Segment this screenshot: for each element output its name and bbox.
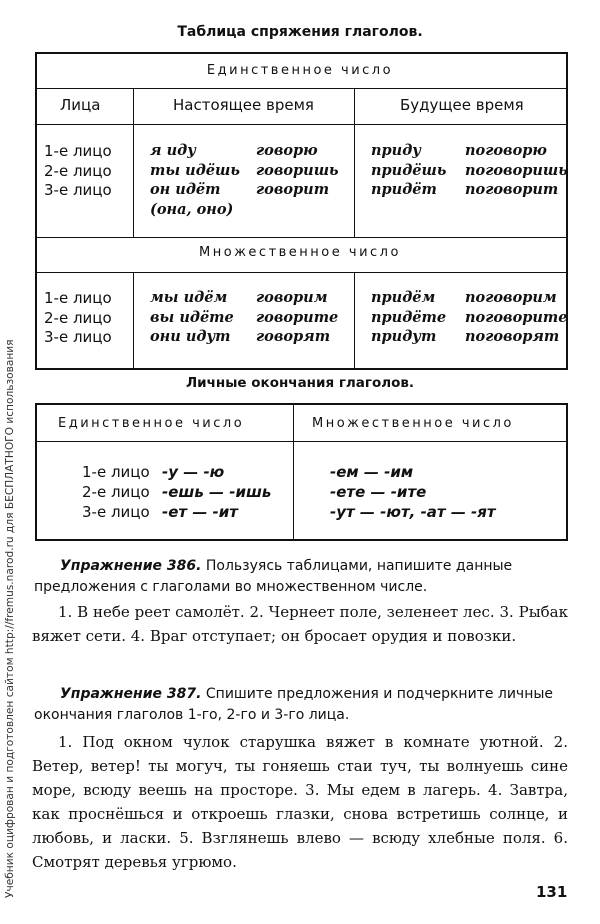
table2-title: Личные окончания глаголов.: [185, 375, 415, 391]
t1-singular-header: Единственное число: [206, 63, 394, 78]
cell: придёшь: [371, 162, 447, 179]
t2-singular-header: Единственное число: [58, 416, 245, 431]
cell: говорю: [256, 142, 318, 159]
t1-col-present: Настоящее время: [173, 96, 314, 114]
cell: они идут: [150, 328, 231, 345]
ending-sing-3: -ет — -ит: [162, 503, 238, 521]
cell: говорите: [256, 309, 339, 326]
cell: придёте: [371, 309, 447, 326]
table1-title: Таблица спряжения глаголов.: [177, 24, 423, 40]
cell: вы идёте: [150, 309, 234, 326]
exercise-386-task-text: Пользуясь таблицами, напишите данные предложения с глаголами во множественном числе.: [34, 558, 513, 595]
exercise-386-text: 1. В небе реет самолёт. 2. Чернеет поле, зеленеет лес. 3. Рыбак вяжет сети. 4. Враг отступает; он бросает орудия и повозки.: [32, 603, 568, 645]
cell: мы идём: [150, 289, 228, 306]
cell: говорит: [256, 181, 330, 198]
ending-sing-2: -ешь — -ишь: [162, 483, 272, 501]
cell: поговорят: [465, 328, 560, 345]
exercise-386-task: [34, 556, 568, 598]
person-1: 1-е лицо: [44, 289, 112, 307]
cell: поговоришь: [465, 162, 568, 179]
cell: ты идёшь: [150, 162, 240, 179]
cell: поговорит: [465, 181, 559, 198]
cell: я иду: [150, 142, 196, 159]
cell: говоришь: [256, 162, 339, 179]
exercise-387-text: 1. Под окном чулок старушка вяжет в комнате уютной. 2. Ветер, ветер! ты могуч, ты гоняешь стаи туч, ты волнуешь сине море, всюду веешь на просторе. 3. Мы едем в лагерь. 4. Завтра, как проснёшься и откроешь глазки, снова встретишь солнце, и любовь, и ласки. 5. Взглянешь влево — всюду хлебные поля. 6. Смотрят деревья угрюмо.: [32, 733, 568, 871]
person-3: 3-е лицо: [44, 181, 112, 199]
person-3: 3-е лицо: [82, 503, 150, 521]
person-1: 1-е лицо: [44, 142, 112, 160]
ending-plur-2: -ете — -ите: [330, 483, 427, 501]
t1-col-persons: Лица: [60, 96, 101, 114]
cell: придём: [371, 289, 436, 306]
cell: поговорю: [465, 142, 547, 159]
side-note-text: Учебник оцифрован и подготовлен сайтом http://fremus.narod.ru для БЕСПЛАТНОГО использования: [4, 339, 16, 898]
exercise-386-label: Упражнение 386.: [60, 558, 202, 574]
page-number: 131: [536, 883, 568, 901]
cell: поговорим: [465, 289, 557, 306]
cell: он идёт: [150, 181, 221, 198]
cell: поговорите: [465, 309, 568, 326]
exercise-387-task-text: Спишите предложения и подчеркните личные окончания глаголов 1-го, 2-го и 3-го лица.: [34, 686, 554, 723]
ending-plur-1: -ем — -им: [330, 463, 414, 481]
person-2: 2-е лицо: [44, 309, 112, 327]
cell: придёт: [371, 181, 437, 198]
person-3: 3-е лицо: [44, 328, 112, 346]
cell: придут: [371, 328, 437, 345]
cell: говорим: [256, 289, 328, 306]
t1-plural-header: Множественное число: [199, 245, 401, 260]
person-2: 2-е лицо: [44, 162, 112, 180]
ending-sing-1: -у — -ю: [162, 463, 225, 481]
exercise-387-task: [34, 684, 568, 726]
cell: приду: [371, 142, 421, 159]
cell: (она, оно): [150, 201, 234, 218]
person-1: 1-е лицо: [82, 463, 150, 481]
t2-plural-header: Множественное число: [312, 416, 514, 431]
cell: говорят: [256, 328, 331, 345]
exercise-387-label: Упражнение 387.: [60, 686, 202, 702]
ending-plur-3: -ут — -ют, -ат — -ят: [330, 503, 496, 521]
person-2: 2-е лицо: [82, 483, 150, 501]
t1-col-future: Будущее время: [400, 96, 524, 114]
